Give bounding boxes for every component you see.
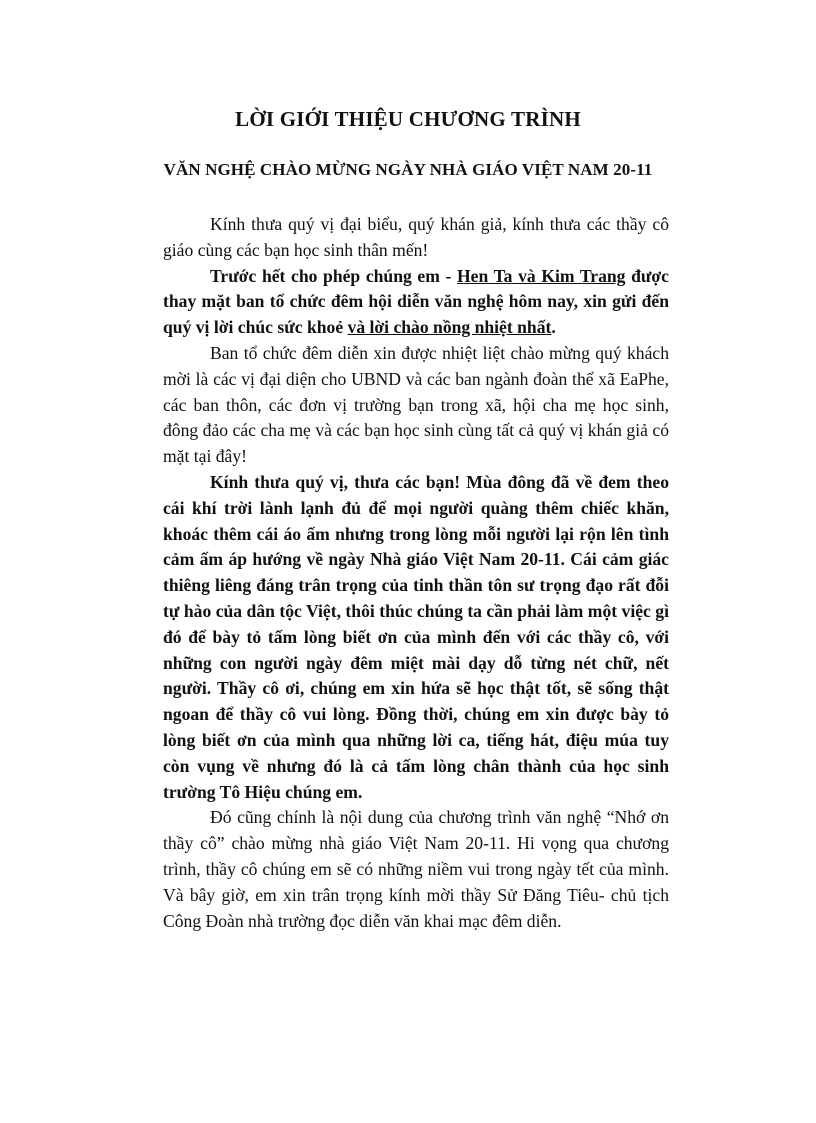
greeting-phrase: và lời chào nồng nhiệt nhất	[347, 317, 552, 338]
intro-text-middle: được thay mặt ban tổ chức đêm hội diễn văn nghệ hôm nay, xin gửi đến quý vị lời chúc sức khoẻ	[163, 265, 669, 338]
intro-text-start: Trước hết cho phép chúng em -	[210, 265, 457, 286]
paragraph-welcome-guests: Ban tổ chức đêm diễn xin được nhiệt liệt chào mừng quý khách mời là các vị đại diện cho UBND và các ban ngành đoàn thể xã EaPhe, các ban thôn, các đơn vị trường bạn trong xã, hội cha mẹ học sinh, đông đảo các cha mẹ và các bạn học sinh cùng tất cả quý vị khán giả có mặt tại đây!	[163, 342, 669, 467]
presenter-names: Hen Ta và Kim Trang	[456, 265, 626, 286]
document-body	[163, 212, 669, 934]
page-subtitle: VĂN NGHỆ CHÀO MỪNG NGÀY NHÀ GIÁO VIỆT NAM 20-11	[163, 160, 653, 179]
paragraph-greeting: Kính thưa quý vị đại biểu, quý khán giả, kính thưa các thầy cô giáo cùng các bạn học sinh thân mến!	[163, 214, 669, 260]
paragraph-introduction	[163, 264, 669, 341]
paragraph-teachers-day: Kính thưa quý vị, thưa các bạn! Mùa đông đã về đem theo cái khí trời lành lạnh đủ để mọi người quàng thêm chiếc khăn, khoác thêm cái áo ấm nhưng trong lòng mỗi người lại rộn lên tình cảm ấm áp hướng về ngày Nhà giáo Việt Nam 20-11. Cái cảm giác thiêng liêng đáng trân trọng của tinh thần tôn sư trọng đạo rất đỗi tự hào của dân tộc Việt, thôi thúc chúng ta cần phải làm một việc gì đó để bày tỏ tấm lòng biết ơn của mình đến với các thầy cô, với những con người ngày đêm miệt mài dạy dỗ từng nét chữ, nết người. Thầy cô ơi, chúng em xin hứa sẽ học thật tốt, sẽ sống thật ngoan để thầy cô vui lòng. Đồng thời, chúng em xin được bày tỏ lòng biết ơn của mình qua những lời ca, tiếng hát, điệu múa tuy còn vụng về nhưng đó là cả tấm lòng chân thành của học sinh trường Tô Hiệu chúng em.	[163, 471, 669, 802]
intro-text-end: .	[551, 317, 556, 338]
page-title: LỜI GIỚI THIỆU CHƯƠNG TRÌNH	[235, 107, 581, 131]
paragraph-program-opening: Đó cũng chính là nội dung của chương trình văn nghệ “Nhớ ơn thầy cô” chào mừng nhà giáo Việt Nam 20-11. Hi vọng qua chương trình, thầy cô chúng em sẽ có những niềm vui trong ngày tết của mình. Và bây giờ, em xin trân trọng kính mời thầy Sử Đăng Tiêu- chủ tịch Công Đoàn nhà trường đọc diễn văn khai mạc đêm diễn.	[163, 807, 669, 931]
